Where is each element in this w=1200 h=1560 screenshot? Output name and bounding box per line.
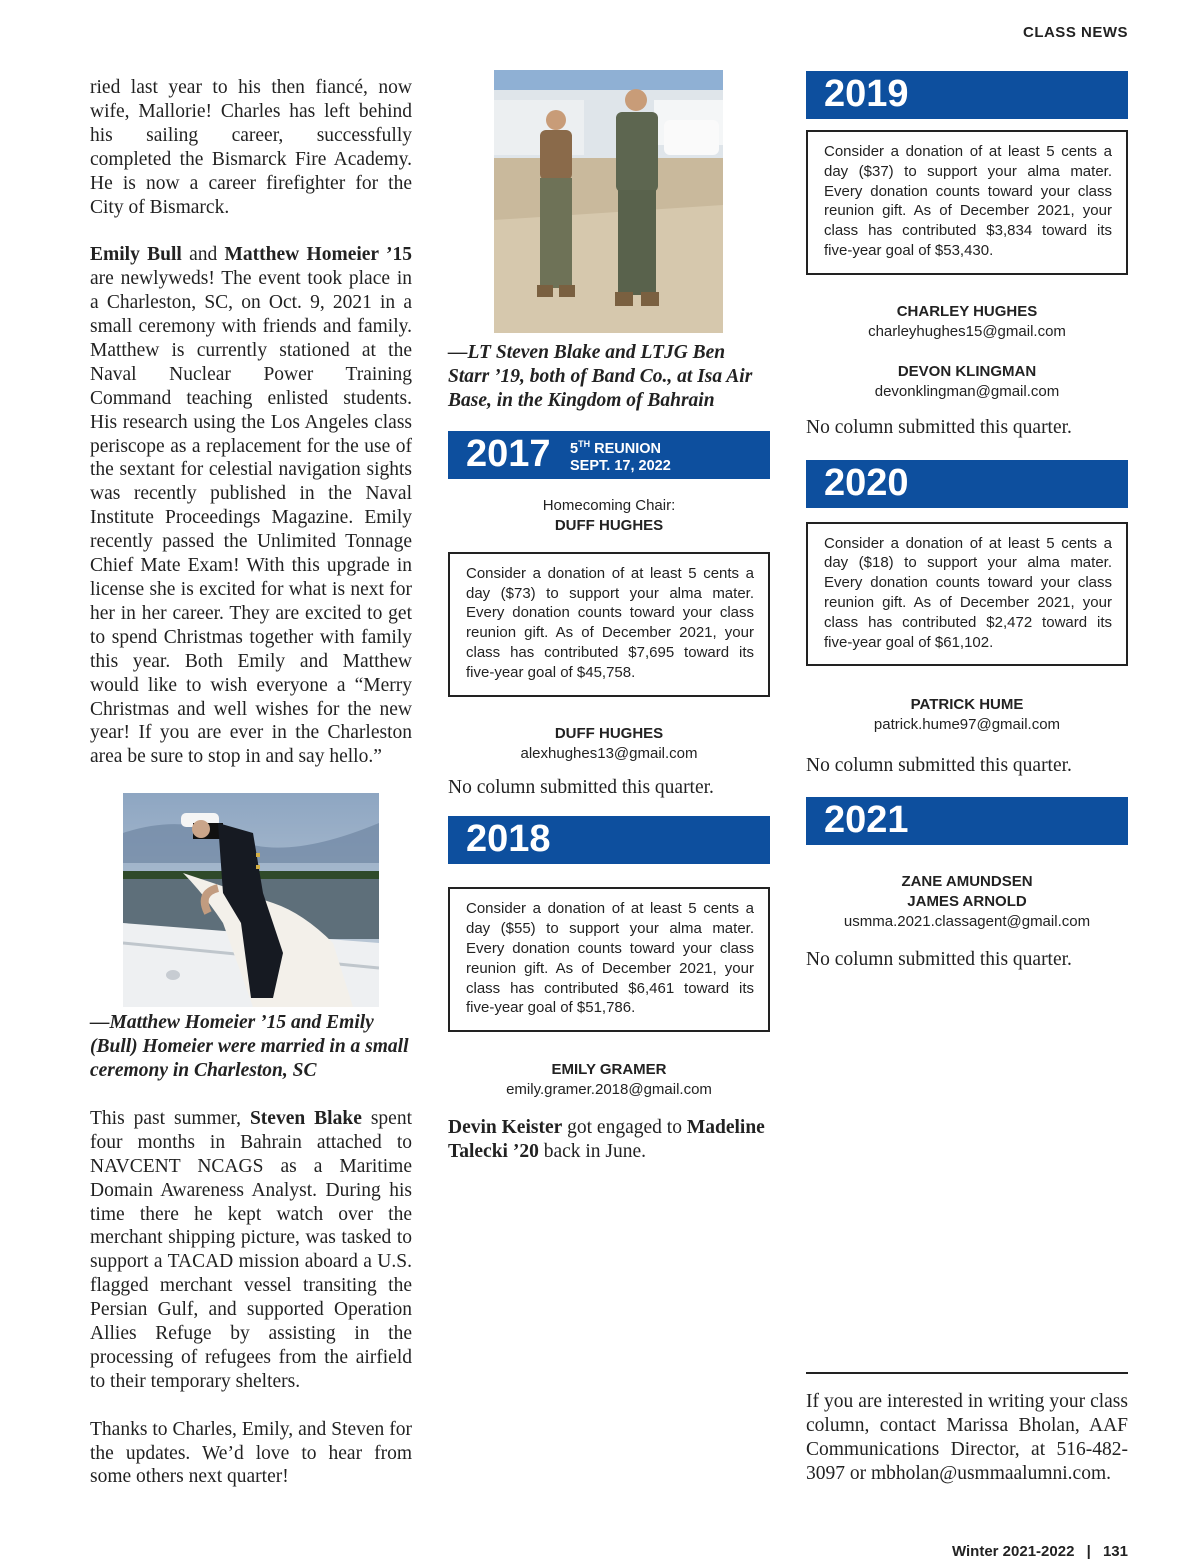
reunion-ordinal: 5: [570, 440, 579, 457]
class-2021-agents: [806, 872, 1128, 932]
class-2017-agent: [448, 724, 770, 764]
class-2020-banner: [806, 460, 1128, 508]
paragraph-emily-matthew: [90, 243, 412, 769]
class-2019-banner: [806, 71, 1128, 119]
agent-email[interactable]: usmma.2021.classagent@gmail.com: [843, 913, 1091, 931]
contact-divider: [806, 1372, 1128, 1374]
class-2020-note: No column submitted this quarter.: [806, 755, 1072, 777]
class-2017-donation-box: Consider a donation of at least 5 cents a day ($73) to support your alma mater. Every donation counts toward your class reunion gift. As of December 2021, your class has contributed $7,695 toward its five-year goal of $45,758.: [448, 552, 770, 697]
paragraph-steven-blake: [90, 1107, 412, 1394]
name-emily-bull: Emily Bull: [90, 244, 182, 266]
agent-name: CHARLEY HUGHES: [896, 302, 1038, 320]
class-2018-news: [448, 1116, 770, 1164]
section-header: CLASS NEWS: [1022, 24, 1128, 41]
name-steven-blake: Steven Blake: [249, 1107, 362, 1129]
agent-name: DEVON KLINGMAN: [897, 362, 1037, 380]
wedding-photo: [123, 793, 379, 1007]
agent-email[interactable]: emily.gramer.2018@gmail.com: [506, 1081, 712, 1099]
class-2017-year: 2017: [466, 432, 551, 475]
agent-email[interactable]: charleyhughes15@gmail.com: [868, 322, 1066, 340]
bahrain-photo: [494, 70, 723, 333]
page-footer: [952, 1543, 1128, 1560]
class-2019-year: 2019: [824, 73, 909, 115]
class-2019-agent-2: [806, 362, 1128, 402]
wedding-photo-image: [123, 793, 379, 1007]
name-matthew-homeier: Matthew Homeier ’15: [224, 244, 412, 266]
paragraph-thanks: Thanks to Charles, Emily, and Steven for the updates. We’d love to hear from some others next quarter!: [90, 1418, 412, 1488]
paragraph-charles: ried last year to his then fiancé, now wife, Mallorie! Charles has left behind his sailing career, successfully completed the Bismarck Fire Academy. He is now a career firefighter for the City of Bismarck.: [90, 77, 412, 218]
bahrain-photo-image: [494, 70, 723, 333]
class-2017-reunion-info: [570, 436, 671, 475]
class-2017-chair: [448, 496, 770, 536]
class-2021-year: 2021: [824, 799, 909, 842]
wedding-photo-caption: —Matthew Homeier ’15 and Emily (Bull) Homeier were married in a small ceremony in Charleston, SC: [90, 1012, 409, 1081]
class-2020-agent: [806, 695, 1128, 735]
class-2018-agent: [448, 1060, 770, 1100]
bahrain-photo-caption: —LT Steven Blake and LTJG Ben Starr ’19, both of Band Co., at Isa Air Base, in the Kingdom of Bahrain: [448, 342, 753, 411]
class-2019-note: No column submitted this quarter.: [806, 416, 1072, 438]
paragraph-emily-matthew-text: are newlyweds! The event took place in a Charleston, SC, on Oct. 9, 2021 in a small ceremony with friends and family. Matthew is currently stationed at the Naval Nuclear Power Training Command teaching enlisted students. His research using the Los Angeles class periscope as a replacement for the use of the sextant for celestial navigation sights was recently published in the Naval Institute Proceedings Magazine. Emily recently passed the Unlimited Tonnage Chief Mate Exam! With this upgrade in license she is excited for what is next for her in her career. They are excited to get to spend Christmas together with family this year. Both Emily and Matthew would like to wish everyone a “Merry Christmas and well wishes for the new year! If you are ever in the Charleston area be sure to stop in and say hello.”: [90, 268, 412, 768]
class-2018-year: 2018: [466, 818, 551, 861]
column-left: [90, 76, 412, 1513]
class-2017-note: No column submitted this quarter.: [448, 776, 714, 798]
class-2021-banner: [806, 797, 1128, 845]
class-2019-agent-1: [806, 302, 1128, 342]
class-2020-donation-box: Consider a donation of at least 5 cents a day ($18) to support your alma mater. Every donation counts toward your class reunion gift. As of December 2021, your class has contributed $2,472 toward its five-year goal of $61,102.: [806, 522, 1128, 667]
paragraph-steven-blake-text: spent four months in Bahrain attached to NAVCENT NCAGS as a Maritime Domain Awareness Analyst. During his time there he kept watch over the merchant shipping picture, was tasked to support a TACAD mission aboard a U.S. flagged merchant vessel transiting the Persian Gulf, and supported Operation Allies Refuge by assisting in the processing of refugees from the airfield to their temporary shelters.: [90, 1107, 413, 1392]
agent-email[interactable]: devonklingman@gmail.com: [874, 382, 1060, 400]
class-2021-note: No column submitted this quarter.: [806, 949, 1072, 971]
text-and: and: [181, 244, 225, 266]
agent-name: ZANE AMUNDSEN: [901, 873, 1033, 891]
name-madeline-talecki: Madeline Talecki ’20: [448, 1117, 765, 1163]
agent-name: DUFF HUGHES: [554, 724, 664, 742]
news-text-end: back in June.: [538, 1141, 647, 1163]
column-right: [806, 70, 1128, 972]
agent-name: PATRICK HUME: [910, 696, 1024, 714]
page-number: 131: [1102, 1543, 1128, 1560]
chair-label: Homecoming Chair:: [542, 496, 676, 514]
class-2018-banner: [448, 816, 770, 864]
name-devin-keister: Devin Keister: [448, 1117, 563, 1139]
class-2020-year: 2020: [824, 461, 909, 504]
contact-note: If you are interested in writing your class column, contact Marissa Bholan, AAF Communications Director, at 516-482-3097 or mbholan@usmmaalumni.com.: [806, 1391, 1128, 1484]
reunion-date: SEPT. 17, 2022: [570, 457, 671, 474]
class-2019-donation-box: Consider a donation of at least 5 cents a day ($37) to support your alma mater. Every donation counts toward your class reunion gift. As of December 2021, your class has contributed $3,834 toward its five-year goal of $53,430.: [806, 130, 1128, 275]
issue-label: Winter 2021-2022: [951, 1543, 1075, 1560]
paragraph-steven-blake-intro: This past summer,: [90, 1107, 250, 1129]
class-2017-banner: [448, 431, 770, 479]
agent-email[interactable]: alexhughes13@gmail.com: [520, 744, 698, 762]
reunion-ordinal-suffix: TH: [578, 438, 591, 449]
reunion-label: REUNION: [590, 440, 661, 457]
class-2018-donation-box: Consider a donation of at least 5 cents a day ($55) to support your alma mater. Every donation counts toward your class reunion gift. As of December 2021, your class has contributed $6,461 toward its five-year goal of $51,786.: [448, 887, 770, 1032]
agent-name: JAMES ARNOLD: [907, 893, 1027, 911]
news-text: got engaged to: [562, 1117, 687, 1139]
agent-name: EMILY GRAMER: [551, 1061, 667, 1079]
chair-name: DUFF HUGHES: [554, 516, 664, 534]
agent-email[interactable]: patrick.hume97@gmail.com: [873, 716, 1061, 734]
footer-separator: |: [1086, 1543, 1091, 1560]
column-middle: [448, 70, 770, 1164]
